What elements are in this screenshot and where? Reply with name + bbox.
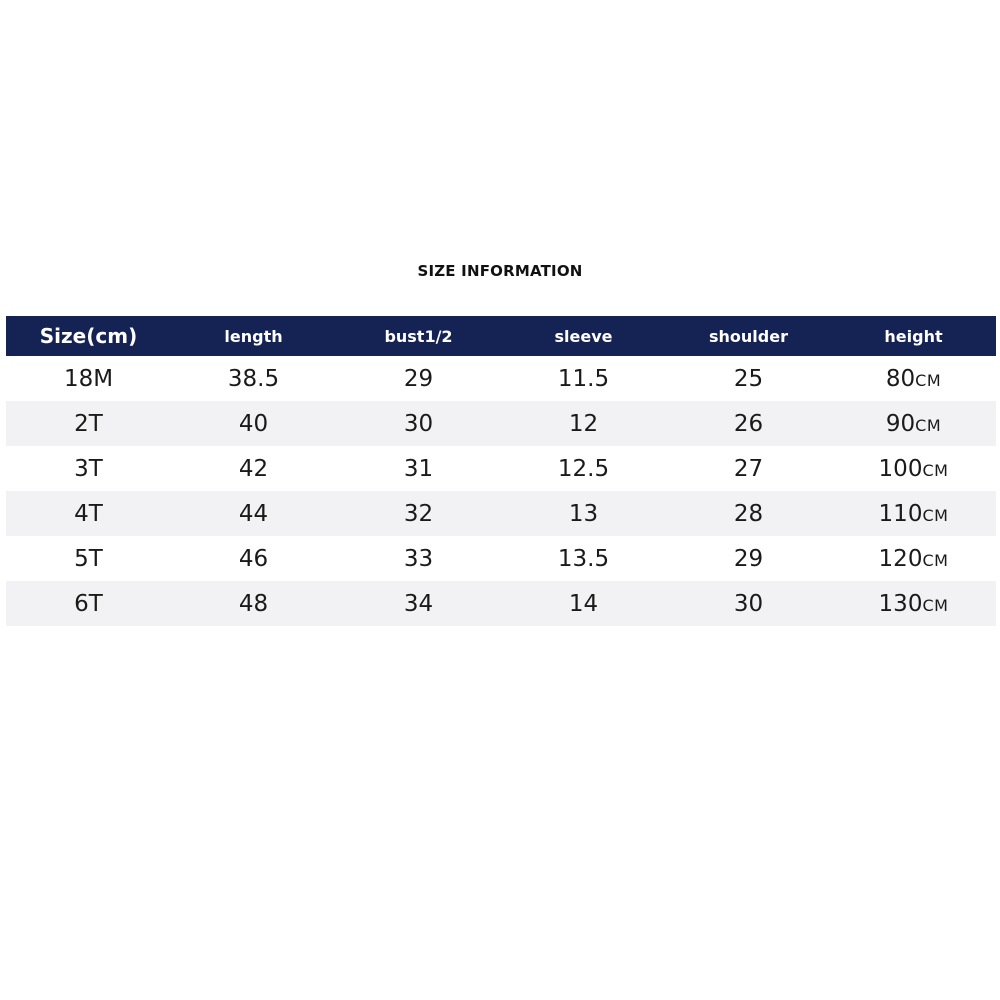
cell-size: 4T [74, 500, 103, 527]
height-value: 100 [878, 455, 923, 482]
cell-shoulder: 29 [733, 545, 764, 572]
table-row [6, 356, 996, 401]
height-unit: CM [922, 595, 949, 615]
cell-length: 40 [238, 410, 269, 437]
height-value: 130 [878, 590, 923, 617]
height-unit: CM [915, 415, 942, 435]
cell-size: 6T [74, 590, 103, 617]
height-unit: CM [922, 505, 949, 525]
cell-bust: 32 [403, 500, 434, 527]
cell-shoulder: 27 [733, 455, 764, 482]
cell-height [831, 591, 996, 617]
cell-bust: 30 [403, 410, 434, 437]
cell-shoulder: 30 [733, 590, 764, 617]
cell-size: 18M [63, 365, 114, 392]
cell-length: 38.5 [227, 365, 280, 392]
cell-bust: 33 [403, 545, 434, 572]
height-value: 80 [885, 365, 916, 392]
cell-length: 46 [238, 545, 269, 572]
header-bust: bust1/2 [384, 326, 453, 346]
cell-length: 42 [238, 455, 269, 482]
cell-shoulder: 28 [733, 500, 764, 527]
height-unit: CM [922, 550, 949, 570]
cell-size: 5T [74, 545, 103, 572]
height-value: 120 [878, 545, 923, 572]
table-row [6, 401, 996, 446]
cell-height [831, 411, 996, 437]
header-size: Size(cm) [39, 324, 138, 348]
cell-height [831, 366, 996, 392]
cell-length: 48 [238, 590, 269, 617]
cell-height [831, 546, 996, 572]
height-value: 90 [885, 410, 916, 437]
height-unit: CM [922, 460, 949, 480]
cell-height [831, 501, 996, 527]
cell-sleeve: 13.5 [557, 545, 610, 572]
table-row [6, 581, 996, 626]
page-title: SIZE INFORMATION [417, 262, 583, 280]
height-unit: CM [915, 370, 942, 390]
cell-sleeve: 12 [568, 410, 599, 437]
header-length: length [224, 326, 283, 346]
table-header-row [6, 316, 996, 356]
cell-sleeve: 11.5 [557, 365, 610, 392]
header-height: height [884, 326, 943, 346]
cell-size: 3T [74, 455, 103, 482]
cell-sleeve: 12.5 [557, 455, 610, 482]
cell-sleeve: 14 [568, 590, 599, 617]
table-row [6, 491, 996, 536]
cell-shoulder: 26 [733, 410, 764, 437]
cell-bust: 31 [403, 455, 434, 482]
table-row [6, 536, 996, 581]
size-table [6, 316, 996, 626]
cell-bust: 29 [403, 365, 434, 392]
cell-length: 44 [238, 500, 269, 527]
height-value: 110 [878, 500, 923, 527]
cell-size: 2T [74, 410, 103, 437]
table-row [6, 446, 996, 491]
header-sleeve: sleeve [554, 326, 613, 346]
cell-bust: 34 [403, 590, 434, 617]
cell-height [831, 456, 996, 482]
cell-shoulder: 25 [733, 365, 764, 392]
header-shoulder: shoulder [709, 326, 788, 346]
cell-sleeve: 13 [568, 500, 599, 527]
